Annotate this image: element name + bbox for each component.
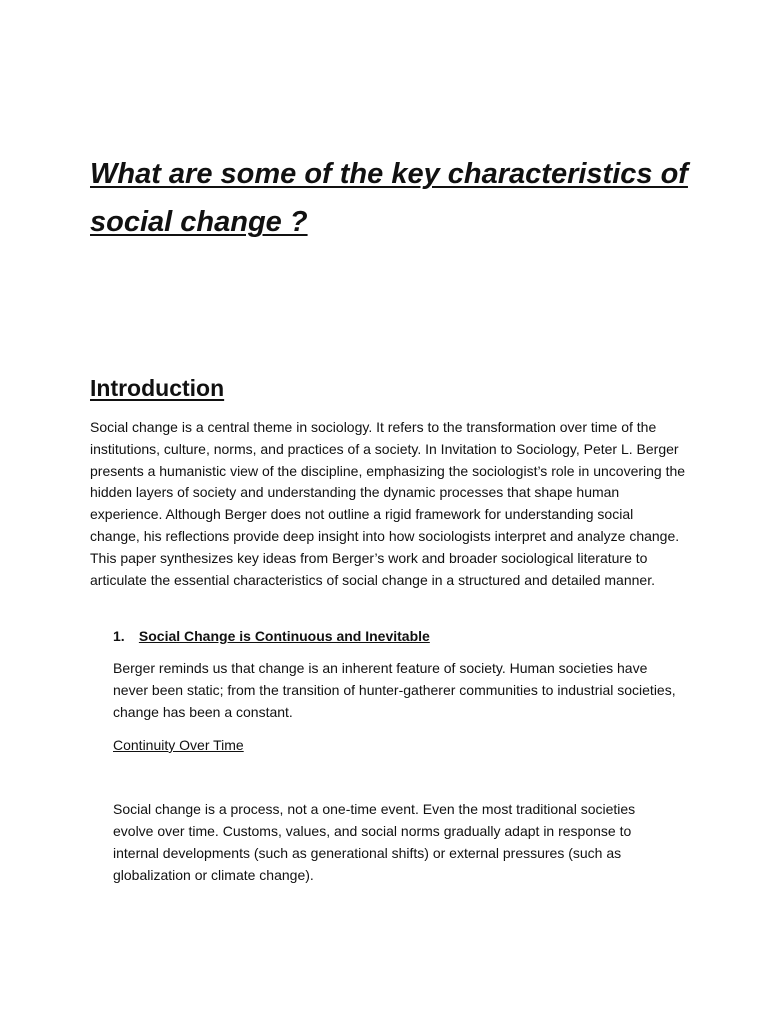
subsection-paragraph: Social change is a process, not a one-time event. Even the most traditional societies evolve over time. Customs, values, and social norms gradually adapt in response to internal developments (such as generational shifts) or external pressures (such as globalization or climate change). xyxy=(113,801,636,883)
section-paragraph: Berger reminds us that change is an inherent feature of society. Human societies have never been static; from the transition of hunter-gatherer communities to industrial societies, change has been a constant. xyxy=(113,660,676,720)
section-heading: Social Change is Continuous and Inevitable xyxy=(138,628,430,644)
list-number: 1. xyxy=(113,628,125,644)
introduction-paragraph: Social change is a central theme in sociology. It refers to the transformation over time of the institutions, culture, norms, and practices of a society. In Invitation to Sociology, Peter L. Berger presents a humanistic view of the discipline, emphasizing the sociologist’s role in uncovering the hidden layers of society and understanding the dynamic processes that shape human experience. Although Berger does not outline a rigid framework for understanding social change, his reflections provide deep insight into how sociologists interpret and analyze change. This paper synthesizes key ideas from Berger’s work and broader sociological literature to articulate the essential characteristics of social change in a structured and detailed manner. xyxy=(90,419,686,588)
introduction-heading: Introduction xyxy=(90,375,225,401)
list-item-heading xyxy=(113,626,430,647)
document-title: What are some of the key characteristics of social change ? xyxy=(90,158,688,238)
subsection-heading: Continuity Over Time xyxy=(113,737,244,753)
